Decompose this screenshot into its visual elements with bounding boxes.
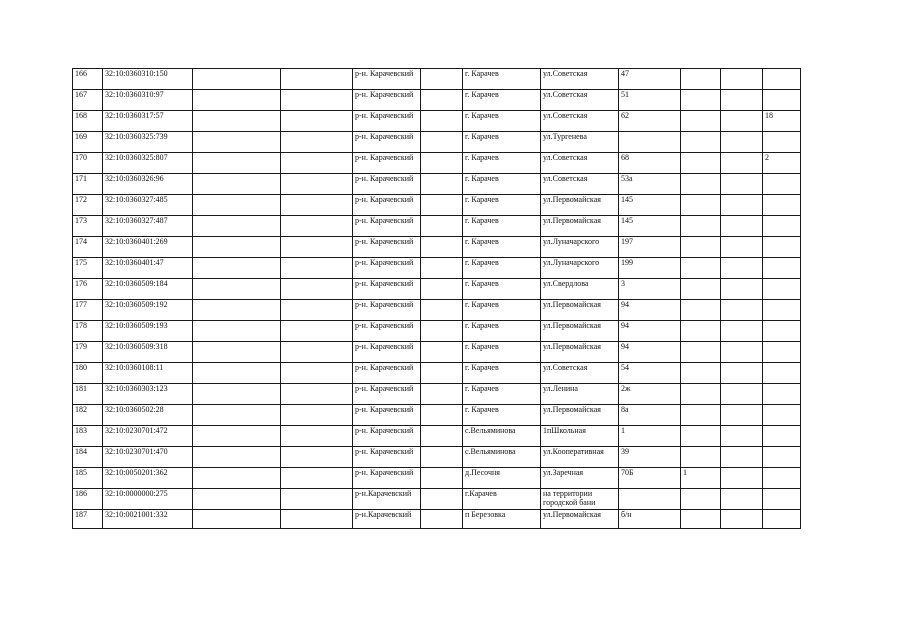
empty-cell [721, 363, 763, 384]
house-number [619, 489, 681, 510]
cadastral-number: 32:10:0360327:485 [103, 195, 193, 216]
street: ул.Первомайская [541, 510, 619, 529]
empty-cell [721, 90, 763, 111]
empty-cell [281, 132, 353, 153]
house-number: 94 [619, 321, 681, 342]
extra-value [763, 489, 801, 510]
table-row [73, 216, 801, 237]
empty-cell [721, 153, 763, 174]
empty-cell [421, 132, 463, 153]
extra-value [763, 468, 801, 489]
house-number: 1 [619, 426, 681, 447]
district: р-н. Карачевский [353, 174, 421, 195]
empty-cell [281, 447, 353, 468]
house-number: 8а [619, 405, 681, 426]
empty-cell [193, 195, 281, 216]
empty-cell [721, 342, 763, 363]
district: р-н. Карачевский [353, 132, 421, 153]
cadastral-number: 32:10:0360317:57 [103, 111, 193, 132]
street: ул.Кооперативная [541, 447, 619, 468]
locality: п Березовка [463, 510, 541, 529]
empty-cell [721, 174, 763, 195]
empty-cell [421, 216, 463, 237]
table-row [73, 132, 801, 153]
street: ул.Первомайская [541, 405, 619, 426]
extra-value [763, 447, 801, 468]
district: р-н. Карачевский [353, 216, 421, 237]
locality: г. Карачев [463, 216, 541, 237]
empty-cell [721, 426, 763, 447]
empty-cell [281, 69, 353, 90]
empty-cell [193, 468, 281, 489]
extra-value: 2 [763, 153, 801, 174]
house-number: б/н [619, 510, 681, 529]
locality: г. Карачев [463, 363, 541, 384]
empty-cell [421, 111, 463, 132]
empty-cell [281, 111, 353, 132]
extra-value [763, 258, 801, 279]
table-row [73, 90, 801, 111]
extra-value [681, 489, 721, 510]
extra-value [763, 69, 801, 90]
empty-cell [193, 489, 281, 510]
district: р-н. Карачевский [353, 258, 421, 279]
extra-value: 1 [681, 468, 721, 489]
house-number: 51 [619, 90, 681, 111]
table-row [73, 195, 801, 216]
extra-value [763, 363, 801, 384]
district: р-н. Карачевский [353, 111, 421, 132]
empty-cell [281, 153, 353, 174]
table-row [73, 384, 801, 405]
extra-value [681, 90, 721, 111]
cadastral-number: 32:10:0360303:123 [103, 384, 193, 405]
table-row [73, 174, 801, 195]
street: ул.Советская [541, 69, 619, 90]
empty-cell [281, 279, 353, 300]
empty-cell [281, 363, 353, 384]
row-number: 184 [73, 447, 103, 468]
empty-cell [193, 363, 281, 384]
empty-cell [421, 384, 463, 405]
locality: г. Карачев [463, 195, 541, 216]
house-number: 2ж [619, 384, 681, 405]
empty-cell [193, 447, 281, 468]
extra-value [681, 153, 721, 174]
extra-value [763, 342, 801, 363]
district: р-н.Карачевский [353, 489, 421, 510]
locality: г.Карачев [463, 489, 541, 510]
empty-cell [281, 489, 353, 510]
empty-cell [721, 69, 763, 90]
empty-cell [421, 174, 463, 195]
extra-value [763, 300, 801, 321]
extra-value [681, 111, 721, 132]
row-number: 166 [73, 69, 103, 90]
empty-cell [421, 447, 463, 468]
locality: г. Карачев [463, 174, 541, 195]
extra-value [681, 279, 721, 300]
row-number: 185 [73, 468, 103, 489]
extra-value [763, 405, 801, 426]
empty-cell [193, 321, 281, 342]
empty-cell [193, 279, 281, 300]
locality: г. Карачев [463, 258, 541, 279]
locality: д.Песочня [463, 468, 541, 489]
extra-value [681, 342, 721, 363]
empty-cell [193, 153, 281, 174]
empty-cell [421, 90, 463, 111]
cadastral-number: 32:10:0360401:269 [103, 237, 193, 258]
empty-cell [721, 111, 763, 132]
row-number: 167 [73, 90, 103, 111]
row-number: 178 [73, 321, 103, 342]
extra-value [681, 426, 721, 447]
district: р-н. Карачевский [353, 363, 421, 384]
street: ул.Заречная [541, 468, 619, 489]
cadastral-number: 32:10:0360509:193 [103, 321, 193, 342]
row-number: 174 [73, 237, 103, 258]
empty-cell [421, 342, 463, 363]
empty-cell [193, 300, 281, 321]
empty-cell [721, 489, 763, 510]
street: ул.Советская [541, 111, 619, 132]
row-number: 176 [73, 279, 103, 300]
street: ул.Советская [541, 174, 619, 195]
street: ул.Советская [541, 153, 619, 174]
extra-value [681, 363, 721, 384]
empty-cell [193, 258, 281, 279]
extra-value [763, 510, 801, 529]
house-number: 39 [619, 447, 681, 468]
table-row [73, 405, 801, 426]
house-number: 53а [619, 174, 681, 195]
empty-cell [281, 405, 353, 426]
locality: г. Карачев [463, 342, 541, 363]
district: р-н.Карачевский [353, 510, 421, 529]
row-number: 177 [73, 300, 103, 321]
cadastral-number: 32:10:0360310:97 [103, 90, 193, 111]
empty-cell [281, 258, 353, 279]
empty-cell [421, 510, 463, 529]
table-row [73, 300, 801, 321]
extra-value: 18 [763, 111, 801, 132]
row-number: 180 [73, 363, 103, 384]
empty-cell [193, 174, 281, 195]
district: р-н. Карачевский [353, 153, 421, 174]
row-number: 181 [73, 384, 103, 405]
row-number: 170 [73, 153, 103, 174]
district: р-н. Карачевский [353, 405, 421, 426]
empty-cell [421, 237, 463, 258]
district: р-н. Карачевский [353, 342, 421, 363]
extra-value [763, 426, 801, 447]
empty-cell [281, 510, 353, 529]
cadastral-number: 32:10:0360325:807 [103, 153, 193, 174]
street: ул.Советская [541, 363, 619, 384]
empty-cell [281, 321, 353, 342]
empty-cell [421, 153, 463, 174]
district: р-н. Карачевский [353, 447, 421, 468]
empty-cell [421, 279, 463, 300]
table-row [73, 510, 801, 529]
district: р-н. Карачевский [353, 300, 421, 321]
row-number: 173 [73, 216, 103, 237]
street: ул.Ленина [541, 384, 619, 405]
empty-cell [281, 300, 353, 321]
cadastral-number: 32:10:0050201:362 [103, 468, 193, 489]
locality: г. Карачев [463, 69, 541, 90]
empty-cell [193, 342, 281, 363]
empty-cell [281, 426, 353, 447]
cadastral-number: 32:10:0360325:739 [103, 132, 193, 153]
empty-cell [281, 342, 353, 363]
empty-cell [721, 237, 763, 258]
registry-table [72, 68, 801, 529]
street: ул.Тургенева [541, 132, 619, 153]
empty-cell [193, 510, 281, 529]
cadastral-number: 32:10:0360108:11 [103, 363, 193, 384]
empty-cell [281, 468, 353, 489]
street: ул.Советская [541, 90, 619, 111]
extra-value [681, 405, 721, 426]
empty-cell [721, 384, 763, 405]
locality: с.Вельяминова [463, 447, 541, 468]
empty-cell [421, 69, 463, 90]
empty-cell [421, 426, 463, 447]
extra-value [681, 321, 721, 342]
table-row [73, 237, 801, 258]
row-number: 179 [73, 342, 103, 363]
cadastral-number: 32:10:0000000:275 [103, 489, 193, 510]
locality: г. Карачев [463, 111, 541, 132]
extra-value [763, 90, 801, 111]
cadastral-number: 32:10:0230701:470 [103, 447, 193, 468]
empty-cell [421, 489, 463, 510]
empty-cell [193, 237, 281, 258]
locality: г. Карачев [463, 279, 541, 300]
extra-value [681, 216, 721, 237]
empty-cell [421, 468, 463, 489]
extra-value [763, 132, 801, 153]
locality: г. Карачев [463, 153, 541, 174]
extra-value [763, 195, 801, 216]
empty-cell [421, 321, 463, 342]
extra-value [763, 384, 801, 405]
cadastral-number: 32:10:0360327:487 [103, 216, 193, 237]
row-number: 187 [73, 510, 103, 529]
district: р-н. Карачевский [353, 237, 421, 258]
empty-cell [721, 321, 763, 342]
table-row [73, 468, 801, 489]
empty-cell [281, 195, 353, 216]
table-body [73, 69, 801, 529]
empty-cell [721, 510, 763, 529]
row-number: 172 [73, 195, 103, 216]
table-row [73, 69, 801, 90]
cadastral-number: 32:10:0360502:28 [103, 405, 193, 426]
cadastral-number: 32:10:0360401:47 [103, 258, 193, 279]
empty-cell [721, 468, 763, 489]
district: р-н. Карачевский [353, 321, 421, 342]
extra-value [763, 279, 801, 300]
house-number: 145 [619, 216, 681, 237]
cadastral-number: 32:10:0021001:332 [103, 510, 193, 529]
house-number: 3 [619, 279, 681, 300]
empty-cell [721, 258, 763, 279]
street: ул.Первомайская [541, 195, 619, 216]
cadastral-number: 32:10:0360509:192 [103, 300, 193, 321]
row-number: 175 [73, 258, 103, 279]
empty-cell [421, 300, 463, 321]
empty-cell [193, 111, 281, 132]
street: ул.Первомайская [541, 216, 619, 237]
extra-value [681, 300, 721, 321]
empty-cell [721, 132, 763, 153]
locality: г. Карачев [463, 300, 541, 321]
empty-cell [721, 405, 763, 426]
cadastral-number: 32:10:0360509:318 [103, 342, 193, 363]
empty-cell [193, 132, 281, 153]
extra-value [681, 237, 721, 258]
empty-cell [193, 90, 281, 111]
row-number: 168 [73, 111, 103, 132]
extra-value [763, 174, 801, 195]
district: р-н. Карачевский [353, 69, 421, 90]
extra-value [681, 195, 721, 216]
locality: с.Вельяминова [463, 426, 541, 447]
locality: г. Карачев [463, 321, 541, 342]
empty-cell [281, 90, 353, 111]
house-number [619, 132, 681, 153]
house-number: 54 [619, 363, 681, 384]
extra-value [681, 174, 721, 195]
house-number: 68 [619, 153, 681, 174]
empty-cell [193, 384, 281, 405]
row-number: 169 [73, 132, 103, 153]
extra-value [681, 69, 721, 90]
district: р-н. Карачевский [353, 90, 421, 111]
street: ул.Первомайская [541, 300, 619, 321]
house-number: 199 [619, 258, 681, 279]
empty-cell [721, 300, 763, 321]
cadastral-number: 32:10:0360310:150 [103, 69, 193, 90]
empty-cell [281, 216, 353, 237]
row-number: 182 [73, 405, 103, 426]
cadastral-number: 32:10:0360509:184 [103, 279, 193, 300]
empty-cell [721, 195, 763, 216]
extra-value [681, 384, 721, 405]
district: р-н. Карачевский [353, 195, 421, 216]
house-number: 94 [619, 300, 681, 321]
locality: г. Карачев [463, 90, 541, 111]
table-row [73, 258, 801, 279]
table-row [73, 342, 801, 363]
locality: г. Карачев [463, 132, 541, 153]
house-number: 62 [619, 111, 681, 132]
row-number: 183 [73, 426, 103, 447]
empty-cell [421, 363, 463, 384]
district: р-н. Карачевский [353, 384, 421, 405]
extra-value [763, 237, 801, 258]
table-row [73, 426, 801, 447]
extra-value [763, 321, 801, 342]
cadastral-number: 32:10:0360326:96 [103, 174, 193, 195]
empty-cell [193, 426, 281, 447]
empty-cell [421, 195, 463, 216]
locality: г. Карачев [463, 237, 541, 258]
street: ул.Первомайская [541, 342, 619, 363]
row-number: 171 [73, 174, 103, 195]
table-row [73, 447, 801, 468]
house-number: 47 [619, 69, 681, 90]
locality: г. Карачев [463, 405, 541, 426]
table-row [73, 153, 801, 174]
street: ул.Свердлова [541, 279, 619, 300]
table-row [73, 111, 801, 132]
house-number: 94 [619, 342, 681, 363]
empty-cell [193, 405, 281, 426]
empty-cell [281, 237, 353, 258]
street: ул.Первомайская [541, 321, 619, 342]
house-number: 197 [619, 237, 681, 258]
table-row [73, 363, 801, 384]
empty-cell [421, 405, 463, 426]
table-row [73, 489, 801, 510]
district: р-н. Карачевский [353, 468, 421, 489]
house-number: 70Б [619, 468, 681, 489]
empty-cell [281, 174, 353, 195]
table-row [73, 279, 801, 300]
empty-cell [193, 216, 281, 237]
extra-value [763, 216, 801, 237]
empty-cell [421, 258, 463, 279]
empty-cell [721, 447, 763, 468]
table-row [73, 321, 801, 342]
empty-cell [193, 69, 281, 90]
locality: г. Карачев [463, 384, 541, 405]
house-number: 145 [619, 195, 681, 216]
extra-value [681, 132, 721, 153]
empty-cell [721, 216, 763, 237]
row-number: 186 [73, 489, 103, 510]
street: 1пШкольная [541, 426, 619, 447]
district: р-н. Карачевский [353, 279, 421, 300]
street: ул.Луначарского [541, 237, 619, 258]
empty-cell [281, 384, 353, 405]
extra-value [681, 510, 721, 529]
empty-cell [721, 279, 763, 300]
cadastral-number: 32:10:0230701:472 [103, 426, 193, 447]
district: р-н. Карачевский [353, 426, 421, 447]
extra-value [681, 258, 721, 279]
street: на территории городской бани [541, 489, 619, 510]
extra-value [681, 447, 721, 468]
street: ул.Луначарского [541, 258, 619, 279]
